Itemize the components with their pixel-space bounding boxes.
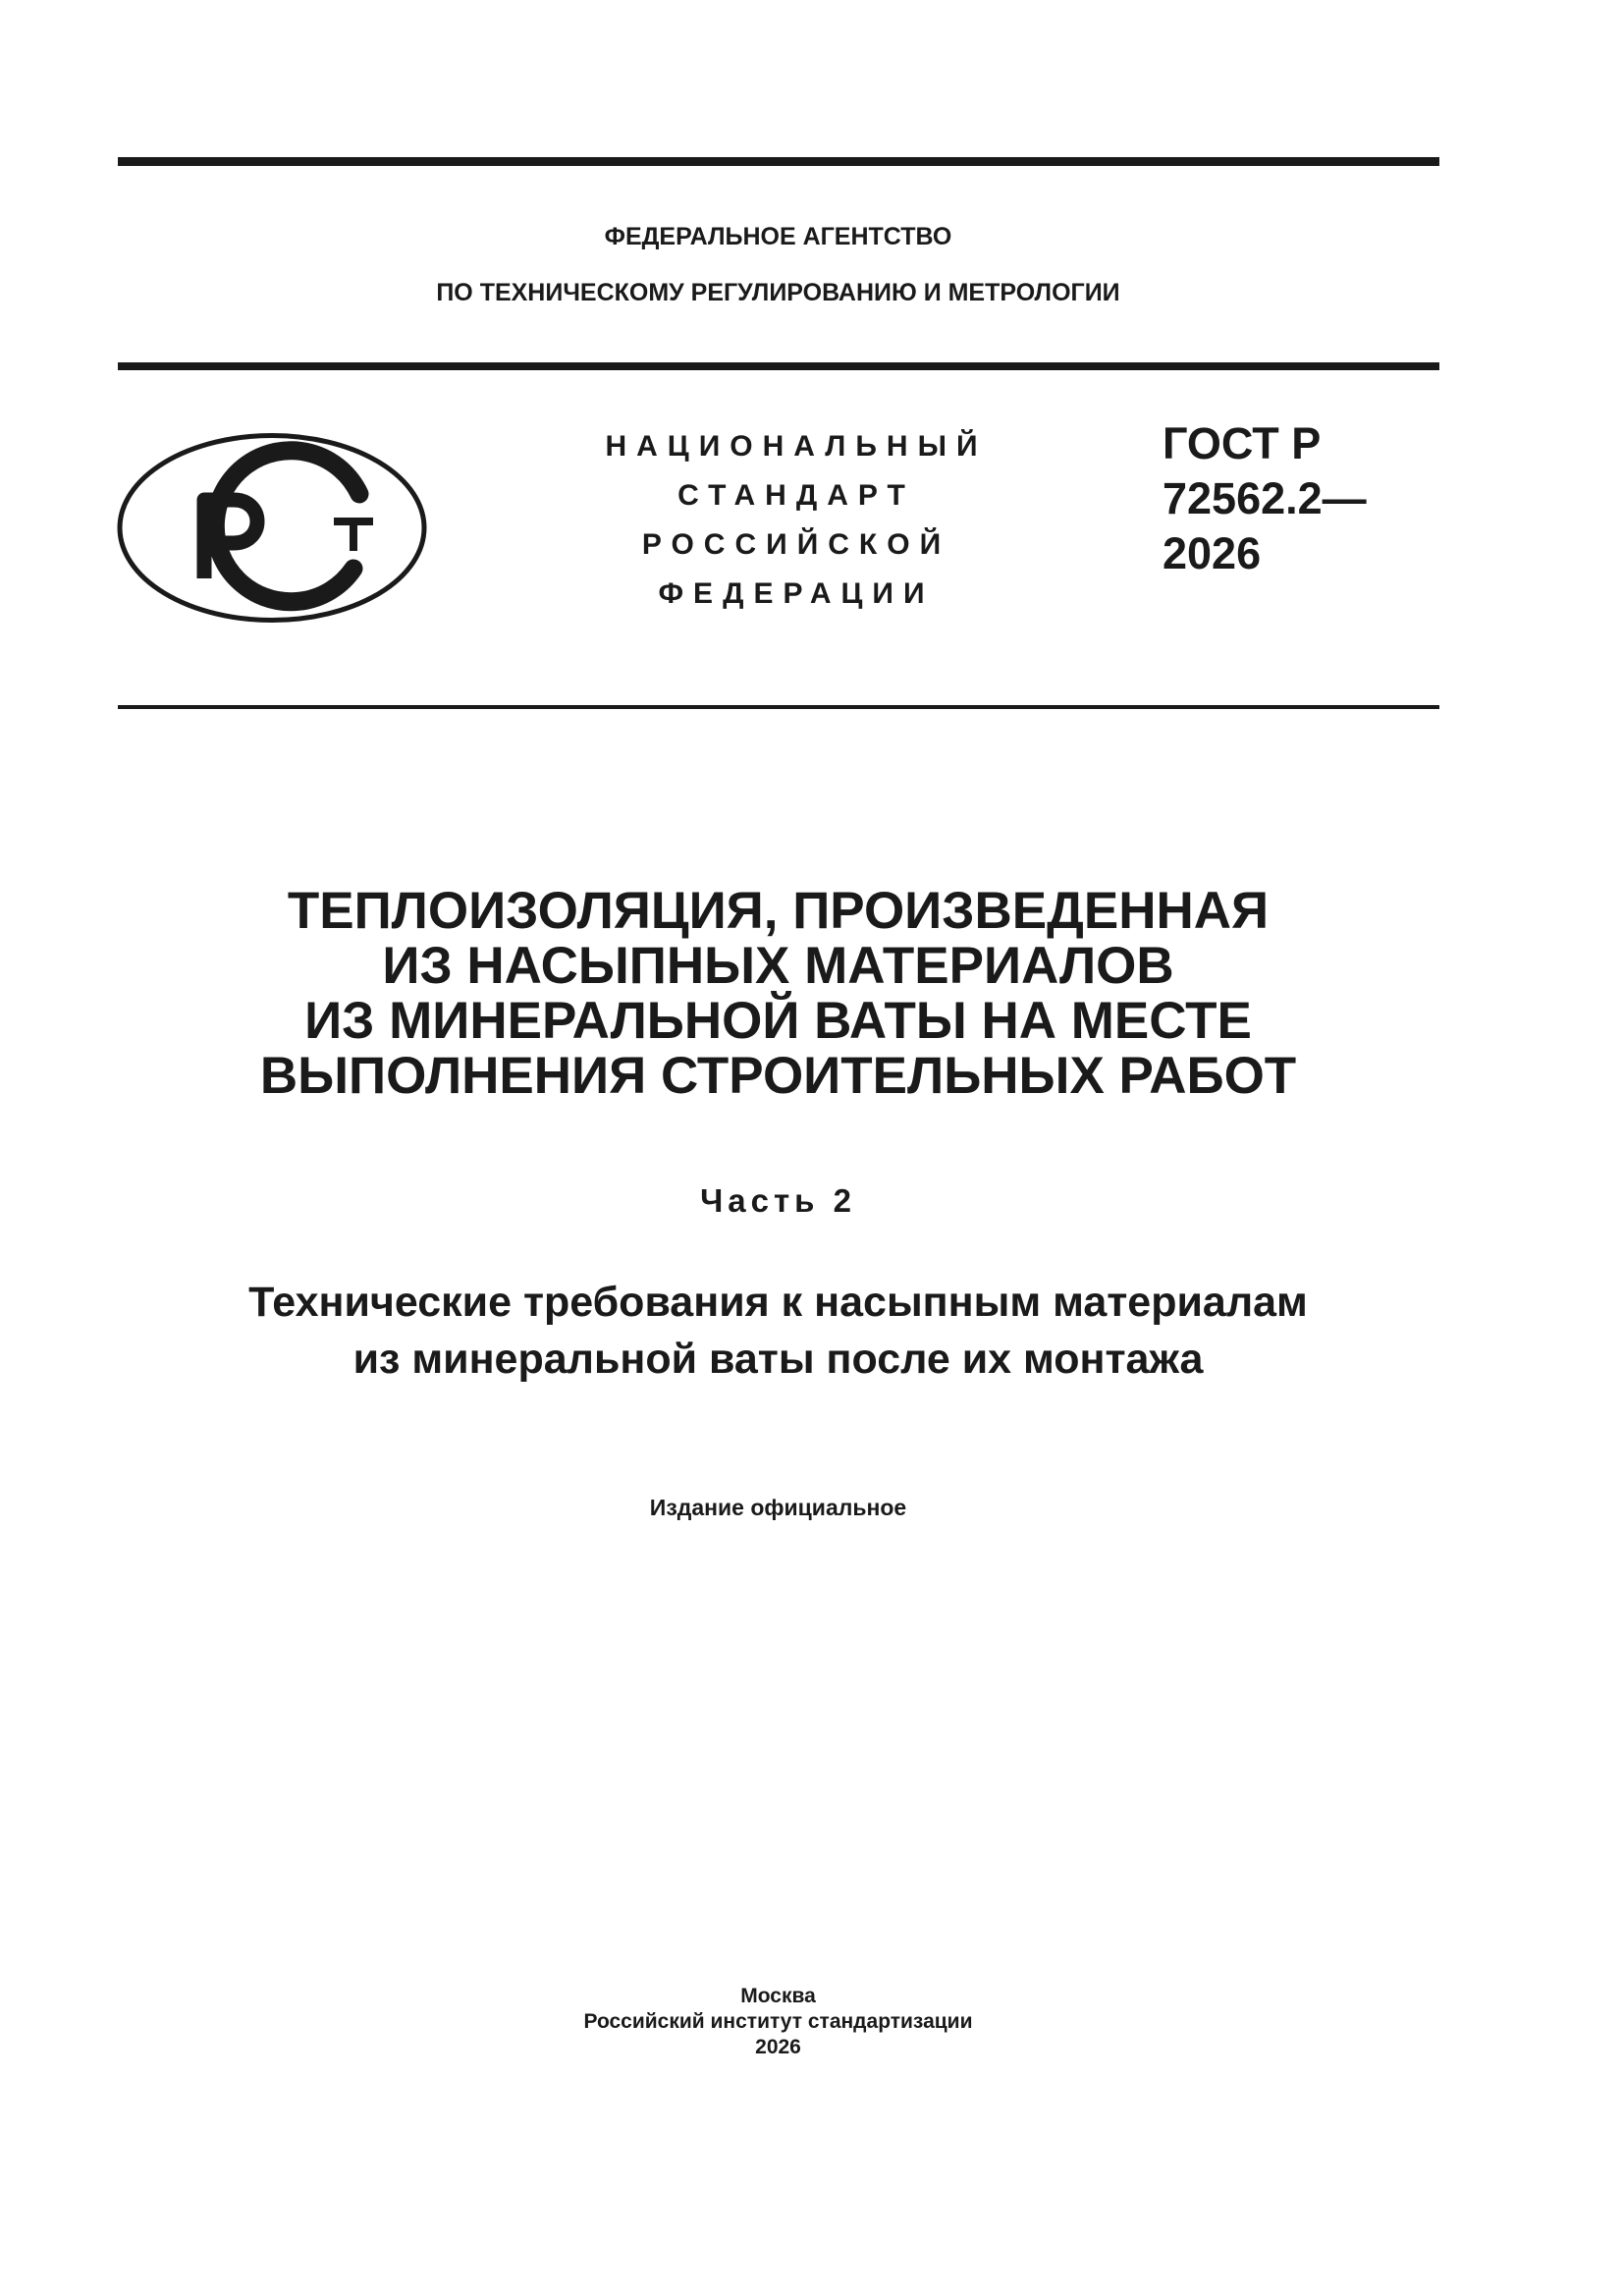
imprint-city: Москва (740, 1985, 816, 2007)
agency-name-line-1: ФЕДЕРАЛЬНОЕ АГЕНТСТВО (604, 223, 952, 250)
designation-line-2: 72562.2— (1163, 473, 1367, 523)
rst-certification-mark-icon (116, 431, 428, 625)
header-rule (118, 362, 1439, 370)
imprint-publisher: Российский институт стандартизации (583, 2010, 973, 2033)
national-standard-line: НАЦИОНАЛЬНЫЙ (605, 430, 988, 463)
national-standard-line: ФЕДЕРАЦИИ (658, 577, 935, 610)
national-standard-line: СТАНДАРТ (677, 479, 915, 512)
designation-line-3: 2026 (1163, 528, 1262, 578)
national-standard-line: РОССИЙСКОЙ (641, 528, 951, 561)
subtitle-line: из минеральной ваты после их монтажа (352, 1336, 1204, 1383)
agency-name-line-2: ПО ТЕХНИЧЕСКОМУ РЕГУЛИРОВАНИЮ И МЕТРОЛОГИИ (436, 279, 1120, 306)
top-rule (118, 157, 1439, 166)
separator-rule (118, 705, 1439, 709)
document-title (0, 884, 1556, 1104)
designation-line-1: ГОСТ Р (1163, 418, 1322, 468)
national-standard-label (556, 422, 1037, 619)
imprint (0, 1984, 1556, 2060)
part-number: Часть 2 (700, 1182, 856, 1219)
document-subtitle (0, 1274, 1556, 1388)
title-line: ИЗ МИНЕРАЛЬНОЙ ВАТЫ НА МЕСТЕ (304, 992, 1252, 1050)
edition-note: Издание официальное (649, 1495, 907, 1520)
subtitle-line: Технические требования к насыпным материалам (248, 1279, 1308, 1326)
title-line: ТЕПЛОИЗОЛЯЦИЯ, ПРОИЗВЕДЕННАЯ (287, 882, 1270, 940)
imprint-year: 2026 (755, 2036, 801, 2058)
title-line: ИЗ НАСЫПНЫХ МАТЕРИАЛОВ (382, 937, 1174, 995)
standard-designation (1163, 416, 1367, 581)
title-line: ВЫПОЛНЕНИЯ СТРОИТЕЛЬНЫХ РАБОТ (259, 1047, 1297, 1105)
